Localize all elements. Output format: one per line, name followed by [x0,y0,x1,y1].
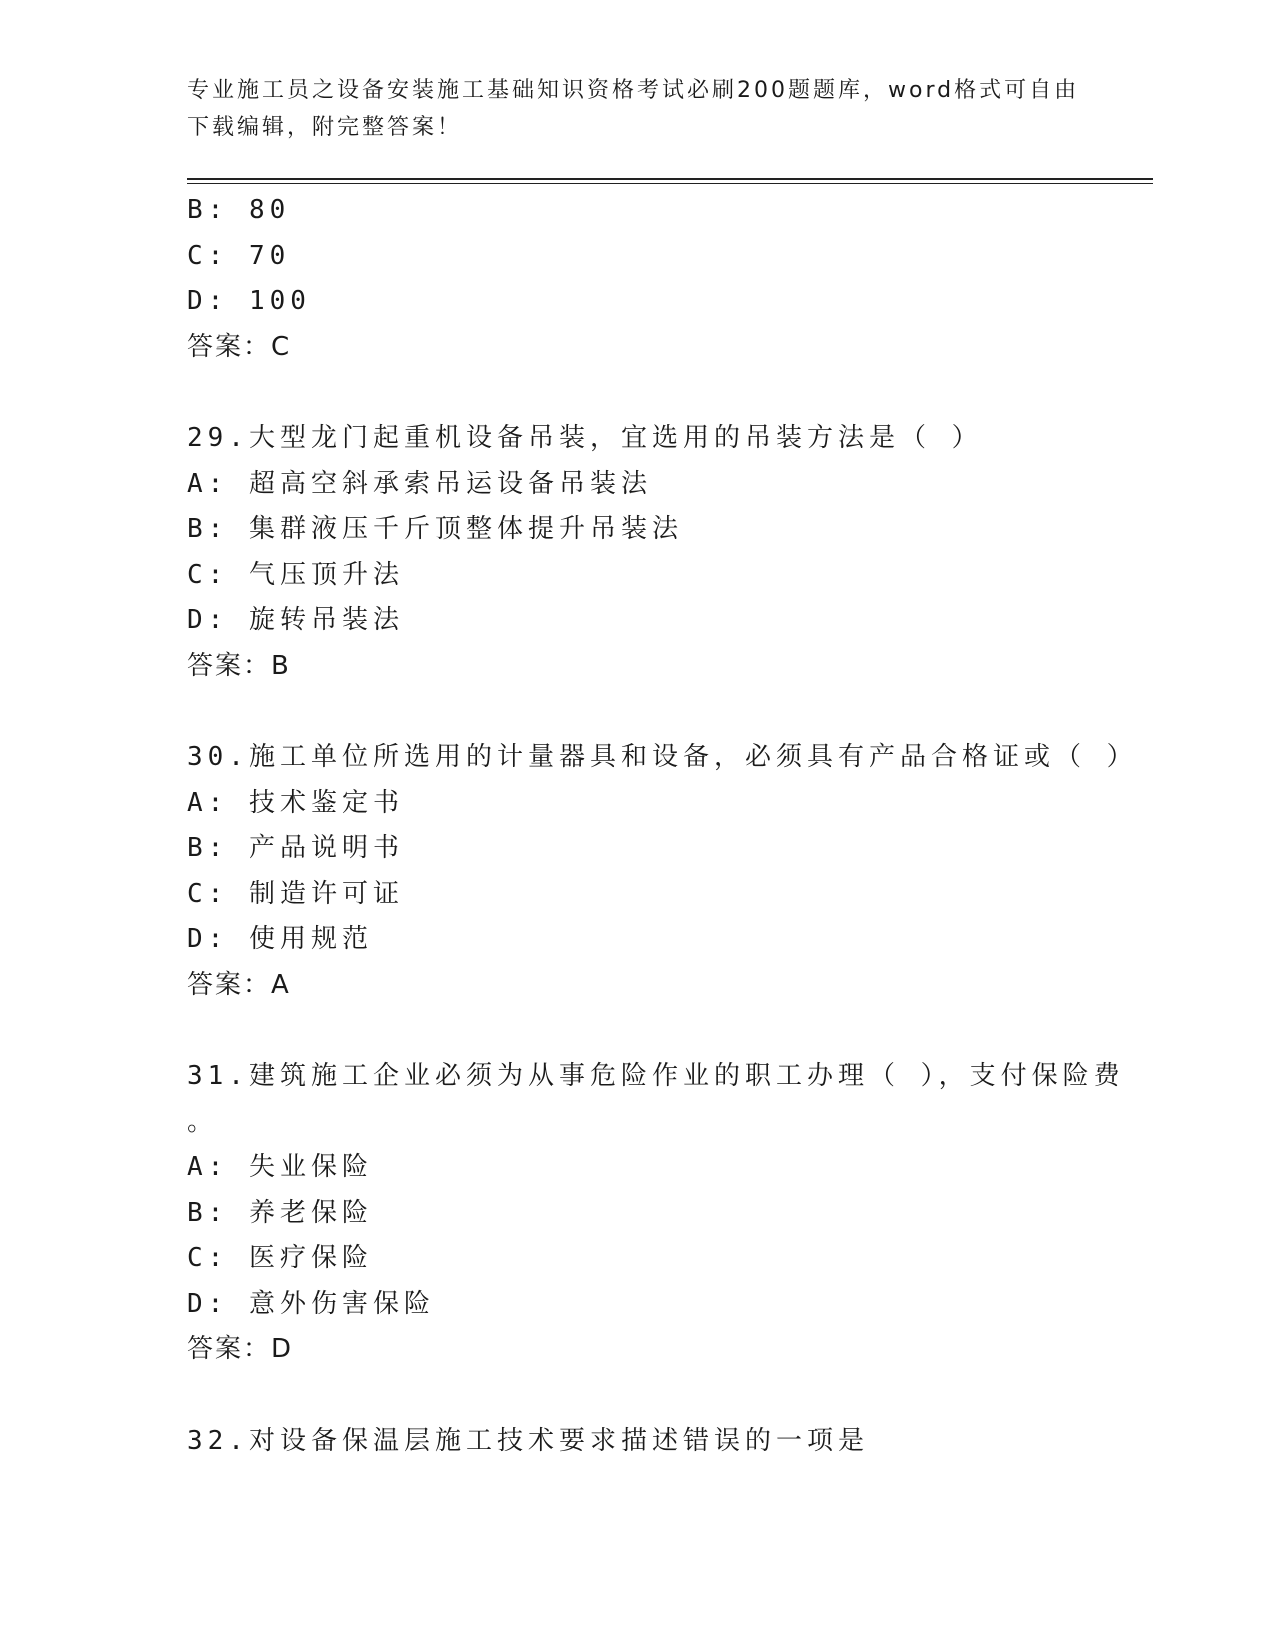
question-stem: 31.建筑施工企业必须为从事危险作业的职工办理（ ），支付保险费 [187,1061,1125,1091]
question-stem: 32.对设备保温层施工技术要求描述错误的一项是 [187,1425,869,1456]
header-line-1: 专业施工员之设备安装施工基础知识资格考试必刷200题题库，word格式可自由 [187,78,1080,103]
prev-question-block [187,188,1087,370]
header-divider-thick [187,178,1153,180]
question-30 [187,735,1138,1008]
option-d: D: 意外伤害保险 [187,1288,435,1319]
option-b: B: 集群液压千斤顶整体提升吊装法 [187,514,683,544]
answer-line: 答案：B [187,650,291,681]
document-body [187,188,1138,1464]
option-c: C: 70 [187,240,291,271]
option-a: A: 技术鉴定书 [187,787,404,818]
option-c: C: 医疗保险 [187,1243,373,1273]
question-stem: 30.施工单位所选用的计量器具和设备，必须具有产品合格证或（ ） [187,742,1138,772]
option-d: D: 使用规范 [187,924,373,954]
question-32 [187,1419,1087,1465]
question-31 [187,1054,1125,1373]
question-stem: 29.大型龙门起重机设备吊装，宜选用的吊装方法是（ ） [187,423,983,453]
question-stem-continuation: 。 [187,1106,219,1137]
header-line-2: 下载编辑，附完整答案！ [187,115,463,140]
option-b: B: 产品说明书 [187,833,404,863]
question-29 [187,416,1087,689]
option-d: D: 100 [187,286,311,316]
header-divider-thin [187,183,1153,184]
answer-line: 答案：A [187,969,291,1000]
answer-line: 答案：D [187,1334,294,1364]
document-header [187,72,1087,146]
option-d: D: 旋转吊装法 [187,605,404,635]
option-a: A: 超高空斜承索吊运设备吊装法 [187,468,652,499]
option-b: B: 80 [187,195,291,225]
option-c: C: 气压顶升法 [187,559,404,590]
option-a: A: 失业保险 [187,1152,373,1182]
option-c: C: 制造许可证 [187,878,404,909]
option-b: B: 养老保险 [187,1197,373,1228]
answer-line: 答案：C [187,331,292,362]
